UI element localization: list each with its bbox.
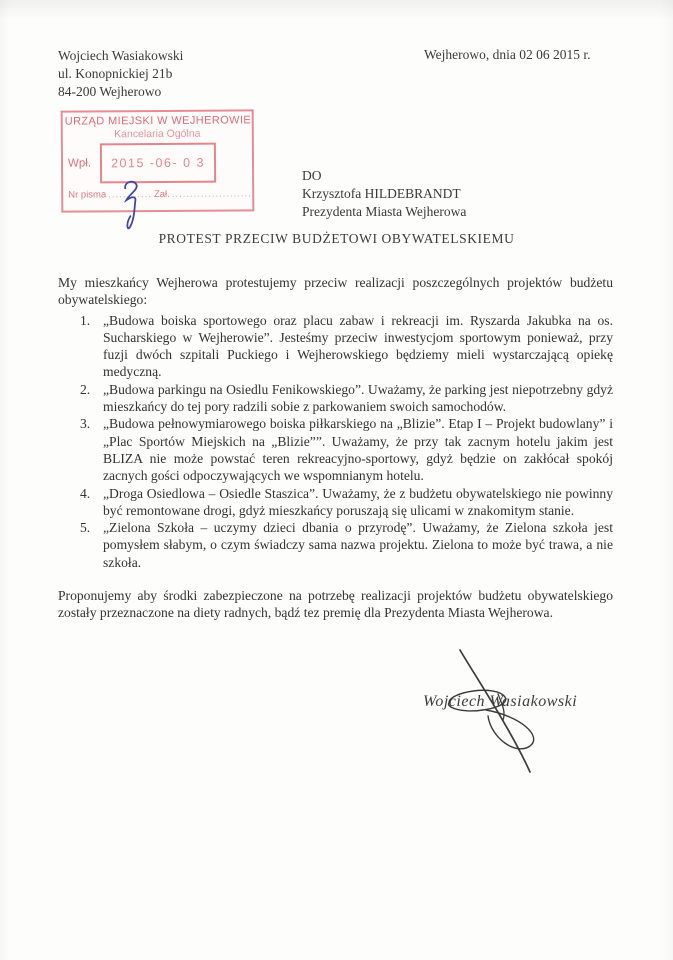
stamp-date-box xyxy=(100,143,216,184)
list-item-number: 4. xyxy=(80,485,91,501)
list-item-number: 1. xyxy=(80,312,91,328)
letter-body xyxy=(58,274,613,622)
letter-title: PROTEST PRZECIW BUDŻETOWI OBYWATELSKIEMU xyxy=(158,231,515,246)
closing-paragraph: Proponujemy aby środki zabezpieczone na potrzebę realizacji projektów budżetu obywatelskiego zostały przeznaczone na diety radnych, bądź tez premię dla Prezydenta Miasta Wejherowa. xyxy=(58,588,613,621)
recipient-title: Prezydenta Miasta Wejherowa xyxy=(302,204,467,219)
stamp-attachment-dots: ...................... xyxy=(171,188,252,200)
list-item xyxy=(80,485,613,520)
stamp-department: Kancelaria Ogólna xyxy=(114,127,201,141)
intro-paragraph: My mieszkańcy Wejherowa protestujemy przeciw realizacji poszczególnych projektów budżetu obywatelskiego: xyxy=(58,275,613,308)
list-item-text: „Budowa pełnowymiarowego boiska piłkarskiego na „Blizie”. Etap I – Projekt budowlany” i „Plac Sportów Miejskich na „Blizie””. Uważamy, że przy tak zacnym hotelu jakim jest BLIZA nie może powstać teren rekreacyjno-sportowy, gdyż będzie on zakłócał spokój zacnych gości odpoczywających we wspomnianym hotelu. xyxy=(103,416,613,484)
sender-city: 84-200 Wejherowo xyxy=(58,84,162,99)
sender-name: Wojciech Wasiakowski xyxy=(58,48,184,63)
dateline: Wejherowo, dnia 02 06 2015 r. xyxy=(424,47,591,62)
protest-items-list xyxy=(58,312,613,571)
list-item-number: 3. xyxy=(80,416,91,432)
stamp-date-row xyxy=(65,142,250,183)
stamp-office-name: URZĄD MIEJSKI W WEJHEROWIE xyxy=(64,114,252,128)
list-item-text: „Budowa boiska sportowego oraz placu zabaw i rekreacji im. Ryszarda Jakubka na os. Sucharskiego w Wejherowie”. Jesteśmy przeciw inwestycjom sportowym ponieważ, przy fuzji dwóch szpitali Puckiego i Wejherowskiego będziemy mieli wystarczającą opiekę medyczną. xyxy=(103,312,613,380)
stamp-attachment-label: Zał. xyxy=(153,188,170,201)
list-item-text: „Zielona Szkoła – uczymy dzieci dbania o przyrodę”. Uważamy, że Zielona szkoła jest pomysłem słabym, o czym świadczy sama nazwa projektu. Zielona to może być trawa, a nie szkoła. xyxy=(103,520,613,570)
stamp-received-date: 2015 -06- 0 3 xyxy=(111,155,205,171)
list-item xyxy=(80,519,613,571)
list-item xyxy=(80,381,613,416)
recipient-name: Krzysztofa HILDEBRANDT xyxy=(302,186,461,201)
list-item-text: „Droga Osiedlowa – Osiedle Staszica”. Uważamy, że z budżetu obywatelskiego nie powinny być remontowane drogi, gdyż mieszkańcy poruszają się ulicami w znakomitym stanie. xyxy=(103,485,613,518)
stamp-received-label: Wpł. xyxy=(67,157,92,170)
signature-flourish-icon xyxy=(402,646,622,781)
stamp-reference-row xyxy=(68,188,250,200)
office-registry-stamp xyxy=(61,109,255,212)
list-item-text: „Budowa parkingu na Osiedlu Fenikowskiego”. Uważamy, że parking jest niepotrzebny gdyż mieszkańcy do tej pory radzili sobie z parkowaniem swoich samochodów. xyxy=(103,381,613,415)
list-item-number: 5. xyxy=(80,520,91,536)
recipient-to-label: DO xyxy=(302,168,322,183)
list-item xyxy=(80,312,613,381)
sender-block xyxy=(58,47,183,101)
signature-name: Wojciech Wasiakowski xyxy=(423,693,578,710)
recipient-block xyxy=(302,167,466,221)
sender-street: ul. Konopnickiej 21b xyxy=(58,66,173,81)
list-item-number: 2. xyxy=(80,381,91,397)
stamp-number-label: Nr pisma xyxy=(68,189,107,201)
handwritten-ink-number-icon xyxy=(119,178,149,234)
stamp-number-dots: ............ xyxy=(108,189,152,201)
list-item xyxy=(80,415,613,484)
